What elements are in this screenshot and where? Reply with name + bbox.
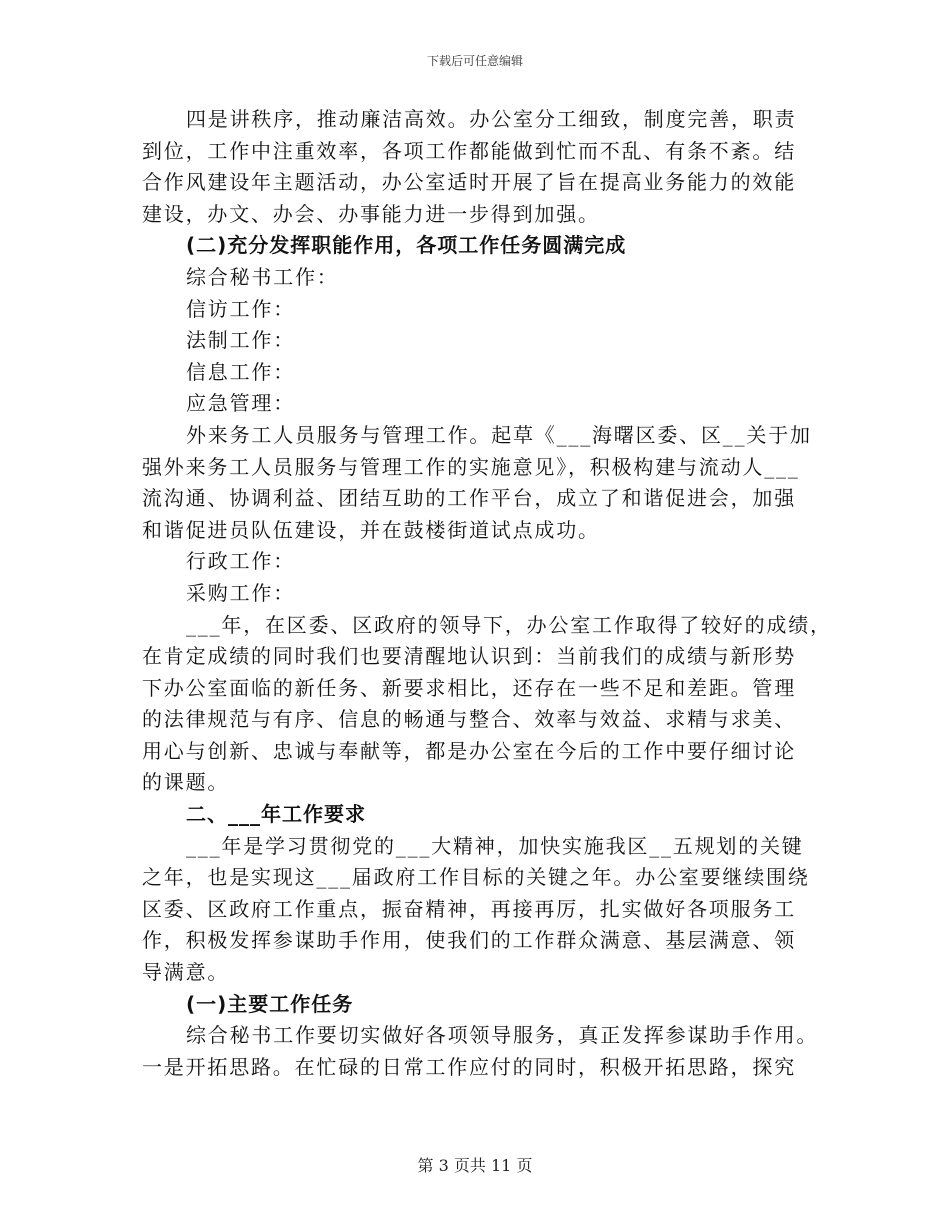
paragraph-line: 合作风建设年主题活动，办公室适时开展了旨在提高业务能力的效能	[142, 170, 796, 195]
paragraph-line: 综合秘书工作要切实做好各项领导服务，真正发挥参谋助手作用。	[186, 1023, 819, 1048]
paragraph-line: 区委、区政府工作重点，振奋精神，再接再厉，扎实做好各项服务工	[142, 896, 796, 921]
header-note: 下载后可任意编辑	[426, 54, 523, 68]
paragraph-line: 强外来务工人员服务与管理工作的实施意见》，积极构建与流动人___	[142, 454, 800, 479]
paragraph-line: 法制工作：	[186, 328, 295, 353]
paragraph-line: 一是开拓思路。在忙碌的日常工作应付的同时，积极开拓思路，探究	[142, 1054, 796, 1079]
paragraph-line: 之年，也是实现这___届政府工作目标的关键之年。办公室要继续围绕	[142, 865, 810, 890]
paragraph-line: 流沟通、协调利益、团结互助的工作平台，成立了和谐促进会，加强	[142, 486, 796, 511]
paragraph-line: 信访工作：	[186, 296, 295, 321]
paragraph-line: 和谐促进员队伍建设，并在鼓楼街道试点成功。	[142, 517, 600, 542]
paragraph-line: 建设，办文、办会、办事能力进一步得到加强。	[142, 201, 600, 226]
paragraph-line: 在肯定成绩的同时我们也要清醒地认识到：当前我们的成绩与新形势	[142, 644, 796, 669]
paragraph-line: ___年是学习贯彻党的___大精神，加快实施我区__五规划的关键	[186, 833, 804, 858]
section-heading: 二、___年工作要求	[186, 802, 366, 827]
paragraph-line: 作，积极发挥参谋助手作用，使我们的工作群众满意、基层满意、领	[142, 928, 796, 953]
paragraph-line: 的课题。	[142, 770, 230, 795]
section-heading: (一)主要工作任务	[186, 991, 354, 1016]
paragraph-line: 行政工作：	[186, 549, 295, 574]
section-heading: (二)充分发挥职能作用，各项工作任务圆满完成	[186, 233, 627, 258]
paragraph-line: 综合秘书工作：	[186, 264, 339, 289]
document-body	[142, 104, 832, 1083]
paragraph-line: ___年，在区委、区政府的领导下，办公室工作取得了较好的成绩，	[186, 612, 832, 637]
paragraph-line: 信息工作：	[186, 359, 295, 384]
paragraph-line: 四是讲秩序，推动廉洁高效。办公室分工细致，制度完善，职责	[186, 107, 797, 131]
paragraph-line: 外来务工人员服务与管理工作。起草《___海曙区委、区__关于加	[186, 422, 812, 447]
paragraph-line: 应急管理：	[186, 391, 295, 416]
paragraph-line: 采购工作：	[186, 580, 295, 605]
paragraph-line: 用心与创新、忠诚与奉献等，都是办公室在今后的工作中要仔细讨论	[142, 738, 796, 763]
paragraph-line: 导满意。	[142, 960, 230, 985]
paragraph-line: 到位，工作中注重效率，各项工作都能做到忙而不乱、有条不紊。结	[142, 138, 796, 163]
paragraph-line: 下办公室面临的新任务、新要求相比，还存在一些不足和差距。管理	[142, 675, 796, 700]
paragraph-line: 的法律规范与有序、信息的畅通与整合、效率与效益、求精与求美、	[142, 707, 796, 732]
page-number: 第 3 页共 11 页	[417, 1156, 533, 1175]
